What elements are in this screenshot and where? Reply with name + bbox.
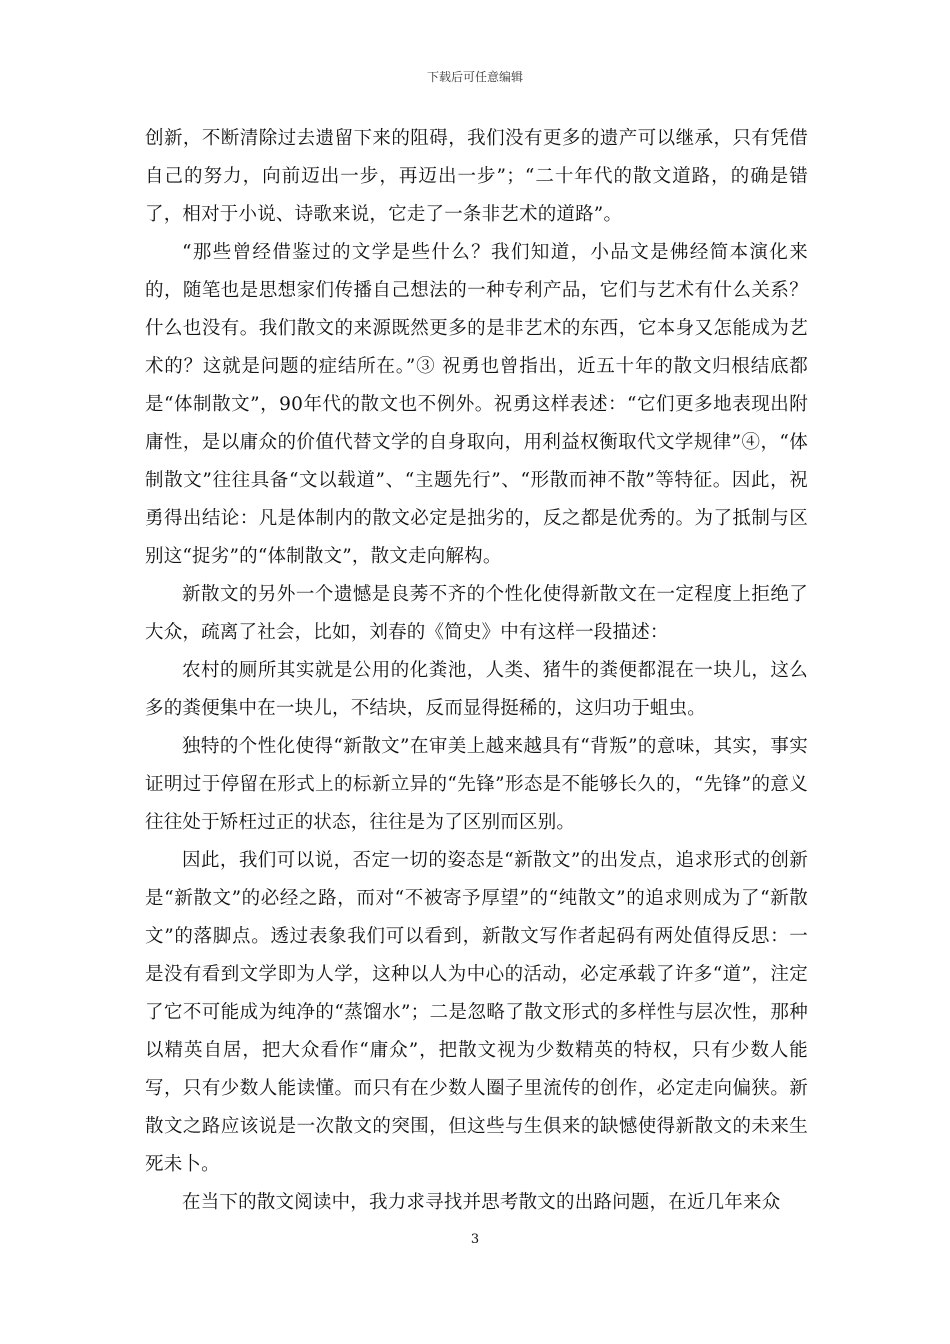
page-number: 3 — [470, 1232, 480, 1247]
document-body — [145, 120, 808, 1222]
page-header: 下载后可任意编辑 — [426, 70, 523, 84]
paragraph: 在当下的散文阅读中，我力求寻找并思考散文的出路问题，在近几年来众 — [182, 1192, 781, 1213]
paragraph: 因此，我们可以说，否定一切的姿态是“新散文”的出发点，追求形式的创新是“新散文”的必经之路，而对“不被寄予厚望”的“纯散文”的追求则成为了“新散文”的落脚点。透过表象我们可以看到，新散文写作者起码有两处值得反思：一是没有看到文学即为人学，这种以人为中心的活动，必定承载了许多“道”，注定了它不可能成为纯净的“蒸馏水”；二是忽略了散文形式的多样性与层次性，那种以精英自居，把大众看作“庸众”，把散文视为少数精英的特权，只有少数人能写，只有少数人能读懂。而只有在少数人圈子里流传的创作，必定走向偏狭。新散文之路应该说是一次散文的突围，但这些与生俱来的缺憾使得新散文的未来生死未卜。 — [145, 850, 808, 1175]
paragraph-quote: 农村的厕所其实就是公用的化粪池，人类、猪牛的粪便都混在一块儿，这么多的粪便集中在一块儿，不结块，反而显得挺稀的，这归功于蛆虫。 — [145, 660, 808, 719]
paragraph: “那些曾经借鉴过的文学是些什么？我们知道，小品文是佛经简本演化来的，随笔也是思想家们传播自己想法的一种专利产品，它们与艺术有什么关系？什么也没有。我们散文的来源既然更多的是非艺术的东西，它本身又怎能成为艺术的？这就是问题的症结所在。”③ 祝勇也曾指出，近五十年的散文归根结底都是“体制散文”，90年代的散文也不例外。祝勇这样表述：“它们更多地表现出附庸性，是以庸众的价值代替文学的自身取向，用利益权衡取代文学规律”④，“体制散文”往往具备“文以载道”、“主题先行”、“形散而神不散”等特征。因此，祝勇得出结论：凡是体制内的散文必定是拙劣的，反之都是优秀的。为了抵制与区别这“捉劣”的“体制散文”，散文走向解构。 — [145, 242, 808, 567]
paragraph: 独特的个性化使得“新散文”在审美上越来越具有“背叛”的意味，其实，事实证明过于停留在形式上的标新立异的“先锋”形态是不能够长久的，“先锋”的意义往往处于矫枉过正的状态，往往是为了区别而区别。 — [145, 736, 808, 833]
paragraph-continuation: 创新，不断清除过去遗留下来的阻碍，我们没有更多的遗产可以继承，只有凭借自己的努力，向前迈出一步，再迈出一步”；“二十年代的散文道路，的确是错了，相对于小说、诗歌来说，它走了一条非艺术的道路”。 — [145, 128, 808, 225]
paragraph: 新散文的另外一个遗憾是良莠不齐的个性化使得新散文在一定程度上拒绝了大众，疏离了社会，比如，刘春的《简史》中有这样一段描述： — [145, 584, 808, 643]
